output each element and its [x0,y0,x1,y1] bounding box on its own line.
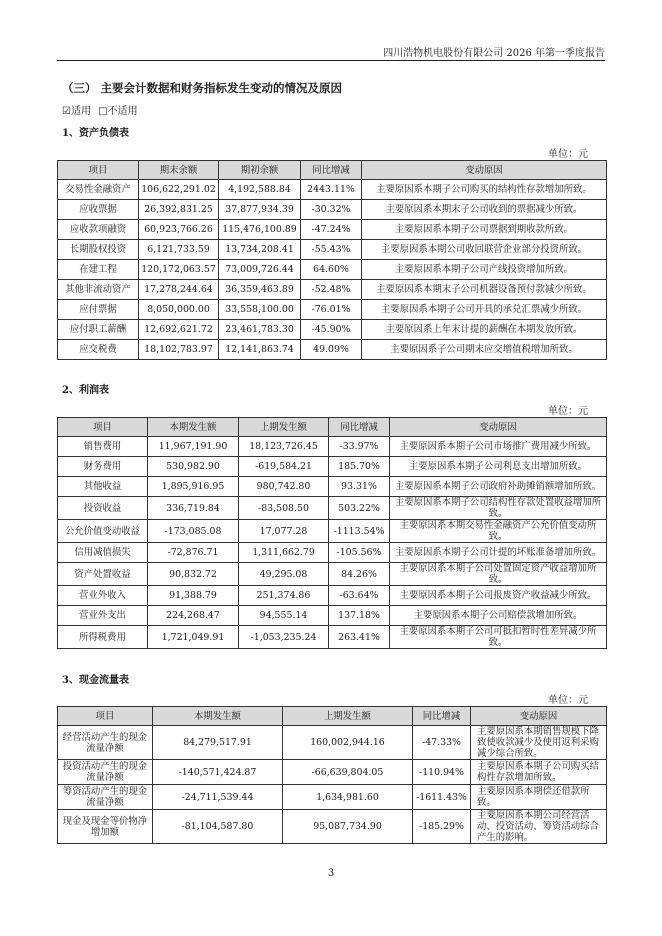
current-value-cell: 84,279,517.91 [153,726,283,760]
table-row [58,457,607,477]
reason-cell: 主要原因系本期子公司票据到期收款所致。 [362,220,607,240]
reason-cell: 主要原因系本期销售规模下降致使收款减少及使用返利采购减少综合所致。 [471,726,607,760]
cash-flow-unit: 单位：元 [548,695,588,706]
item-cell: 投资收益 [58,497,148,520]
item-cell: 交易性金融资产 [58,180,139,200]
current-value-cell: -140,571,424.87 [153,760,283,785]
change-cell: 84.26% [329,563,390,586]
table-row [58,586,607,606]
item-cell: 所得税费用 [58,626,148,649]
current-value-cell: 91,388.79 [148,586,239,606]
item-cell: 其他收益 [58,477,148,497]
reason-cell: 主要原因系本期子公司市场推广费用减少所致。 [390,437,607,457]
prior-value-cell: 73,009,726.44 [219,260,301,280]
col-header: 变动原因 [390,418,607,437]
change-cell: -45.90% [301,320,362,340]
reason-cell: 主要原因系本期子公司报废资产收益减少所致。 [390,586,607,606]
cash-flow-title: 3、现金流量表 [62,675,129,686]
prior-value-cell: 160,002,944.16 [283,726,413,760]
item-cell: 营业外收入 [58,586,148,606]
item-cell: 经营活动产生的现金流量净额 [58,726,153,760]
income-statement-unit: 单位：元 [548,406,588,417]
current-value-cell: 530,982.90 [148,457,239,477]
prior-value-cell: 18,123,726.45 [239,437,329,457]
table-row [58,810,607,844]
unchecked-box-icon: □ [98,106,108,117]
table-row [58,280,607,300]
col-header: 本期发生额 [148,418,239,437]
prior-value-cell: 23,461,783.30 [219,320,301,340]
current-value-cell: 26,392,831.25 [139,200,219,220]
item-cell: 应收款项融资 [58,220,139,240]
table-row [58,180,607,200]
reason-cell: 主要原因系本期子公司处置固定资产收益增加所致。 [390,563,607,586]
prior-value-cell: 12,141,863.74 [219,340,301,360]
table-row [58,726,607,760]
table-row [58,260,607,280]
col-header: 项目 [58,707,153,726]
change-cell: -30.32% [301,200,362,220]
col-header: 项目 [58,161,139,180]
item-cell: 筹资活动产生的现金流量净额 [58,785,153,810]
reason-cell: 主要原因系本期子公司产线投资增加所致。 [362,260,607,280]
balance-sheet-table [57,160,607,360]
reason-cell: 主要原因系子公司期末应交增值税增加所致。 [362,340,607,360]
applicable-label: 适用 [70,106,91,117]
change-cell: -33.97% [329,437,390,457]
col-header: 期末余额 [139,161,219,180]
col-header: 变动原因 [471,707,607,726]
table-header-row [58,161,607,180]
item-cell: 资产处置收益 [58,563,148,586]
prior-value-cell: 49,295.08 [239,563,329,586]
change-cell: 93.31% [329,477,390,497]
item-cell: 信用减值损失 [58,543,148,563]
section-title: （三） 主要会计数据和财务指标发生变动的情况及原因 [62,81,343,95]
report-header: 四川浩物机电股份有限公司 2026 年第一季度报告 [383,48,605,59]
current-value-cell: 1,721,049.91 [148,626,239,649]
col-header: 上期发生额 [239,418,329,437]
table-row [58,300,607,320]
prior-value-cell: -619,584.21 [239,457,329,477]
table-row [58,606,607,626]
checked-box-icon: ☑ [62,106,71,117]
reason-cell: 主要原因系本期子公司赔偿款增加所致。 [390,606,607,626]
item-cell: 应付职工薪酬 [58,320,139,340]
prior-value-cell: 36,359,463.89 [219,280,301,300]
change-cell: -76.01% [301,300,362,320]
prior-value-cell: 980,742.80 [239,477,329,497]
table-row [58,626,607,649]
table-row [58,760,607,785]
current-value-cell: 6,121,733.59 [139,240,219,260]
reason-cell: 主要原因系本期偿还借款所致。 [471,785,607,810]
current-value-cell: 60,923,766.26 [139,220,219,240]
reason-cell: 主要原因系本期子公司购买的结构性存款增加所致。 [362,180,607,200]
table-row [58,220,607,240]
balance-sheet-title: 1、资产负债表 [62,128,129,139]
current-value-cell: -173,085.08 [148,520,239,543]
item-cell: 投资活动产生的现金流量净额 [58,760,153,785]
reason-cell: 主要原因系本期子公司利息支出增加所致。 [390,457,607,477]
col-header: 本期发生额 [153,707,283,726]
col-header: 同比增减 [413,707,471,726]
table-row [58,477,607,497]
col-header: 期初余额 [219,161,301,180]
item-cell: 其他非流动资产 [58,280,139,300]
prior-value-cell: 37,877,934.39 [219,200,301,220]
header-divider [57,60,605,61]
page-number: 3 [327,868,335,879]
change-cell: -55.43% [301,240,362,260]
item-cell: 营业外支出 [58,606,148,626]
not-applicable-label: 不适用 [107,106,138,117]
table-row [58,497,607,520]
current-value-cell: 8,050,000.00 [139,300,219,320]
col-header: 同比增减 [301,161,362,180]
prior-value-cell: 17,077.28 [239,520,329,543]
prior-value-cell: 1,634,981.60 [283,785,413,810]
change-cell: 64.60% [301,260,362,280]
current-value-cell: -72,876.71 [148,543,239,563]
current-value-cell: 18,102,783.97 [139,340,219,360]
reason-cell: 主要原因系本期子公司政府补助摊销额增加所致。 [390,477,607,497]
reason-cell: 主要原因系本期子公司购买结构性存款增加所致。 [471,760,607,785]
change-cell: 49.09% [301,340,362,360]
prior-value-cell: 13,734,208.41 [219,240,301,260]
prior-value-cell: 33,558,100.00 [219,300,301,320]
reason-cell: 主要原因系上年末计提的薪酬在本期发放所致。 [362,320,607,340]
prior-value-cell: 251,374.86 [239,586,329,606]
reason-cell: 主要原因系本期子公司可抵扣暂时性差异减少所致。 [390,626,607,649]
current-value-cell: 12,692,621.72 [139,320,219,340]
current-value-cell: -81,104,587.80 [153,810,283,844]
col-header: 变动原因 [362,161,607,180]
current-value-cell: 224,268.47 [148,606,239,626]
change-cell: 137.18% [329,606,390,626]
table-header-row [58,707,607,726]
prior-value-cell: -83,508.50 [239,497,329,520]
prior-value-cell: 1,311,662.79 [239,543,329,563]
income-statement-table [57,417,607,649]
table-header-row [58,418,607,437]
table-row [58,563,607,586]
current-value-cell: 11,967,191.90 [148,437,239,457]
reason-cell: 主要原因系本期交易性金融资产公允价值变动所致。 [390,520,607,543]
change-cell: -63.64% [329,586,390,606]
item-cell: 销售费用 [58,437,148,457]
item-cell: 应付票据 [58,300,139,320]
table-row [58,320,607,340]
prior-value-cell: 115,476,100.89 [219,220,301,240]
table-row [58,437,607,457]
current-value-cell: 1,895,916.95 [148,477,239,497]
current-value-cell: 90,832.72 [148,563,239,586]
change-cell: -185.29% [413,810,471,844]
change-cell: -47.33% [413,726,471,760]
col-header: 项目 [58,418,148,437]
income-statement-title: 2、利润表 [62,385,109,396]
item-cell: 在建工程 [58,260,139,280]
reason-cell: 主要原因系本期末子公司收到的票据减少所致。 [362,200,607,220]
item-cell: 应交税费 [58,340,139,360]
change-cell: -1611.43% [413,785,471,810]
cash-flow-table [57,706,607,844]
reason-cell: 主要原因系本期子公司开具的承兑汇票减少所致。 [362,300,607,320]
current-value-cell: 17,278,244.64 [139,280,219,300]
prior-value-cell: 4,192,588.84 [219,180,301,200]
prior-value-cell: -66,639,804.05 [283,760,413,785]
reason-cell: 主要原因系本期子公司结构性存款处置收益增加所致。 [390,497,607,520]
item-cell: 应收票据 [58,200,139,220]
reason-cell: 主要原因系本期公司收回联营企业部分投资所致。 [362,240,607,260]
change-cell: 2443.11% [301,180,362,200]
change-cell: -47.24% [301,220,362,240]
change-cell: -105.56% [329,543,390,563]
prior-value-cell: 95,087,734.90 [283,810,413,844]
balance-sheet-unit: 单位：元 [548,149,588,160]
item-cell: 公允价值变动收益 [58,520,148,543]
current-value-cell: 336,719.84 [148,497,239,520]
reason-cell: 主要原因系本期子公司计提的坏账准备增加所致。 [390,543,607,563]
change-cell: -110.94% [413,760,471,785]
reason-cell: 主要原因系本期末子公司机器设备预付款减少所致。 [362,280,607,300]
col-header: 同比增减 [329,418,390,437]
current-value-cell: 106,622,291.02 [139,180,219,200]
table-row [58,240,607,260]
change-cell: -1113.54% [329,520,390,543]
change-cell: 185.70% [329,457,390,477]
change-cell: 503.22% [329,497,390,520]
current-value-cell: 120,172,063.57 [139,260,219,280]
prior-value-cell: 94,555.14 [239,606,329,626]
col-header: 上期发生额 [283,707,413,726]
item-cell: 财务费用 [58,457,148,477]
table-row [58,340,607,360]
current-value-cell: -24,711,539.44 [153,785,283,810]
table-row [58,543,607,563]
applicability-line [62,102,138,117]
item-cell: 长期股权投资 [58,240,139,260]
reason-cell: 主要原因系本期公司经营活动、投资活动、筹资活动综合产生的影响。 [471,810,607,844]
table-row [58,785,607,810]
change-cell: 263.41% [329,626,390,649]
item-cell: 现金及现金等价物净增加额 [58,810,153,844]
table-row [58,520,607,543]
prior-value-cell: -1,053,235.24 [239,626,329,649]
change-cell: -52.48% [301,280,362,300]
table-row [58,200,607,220]
